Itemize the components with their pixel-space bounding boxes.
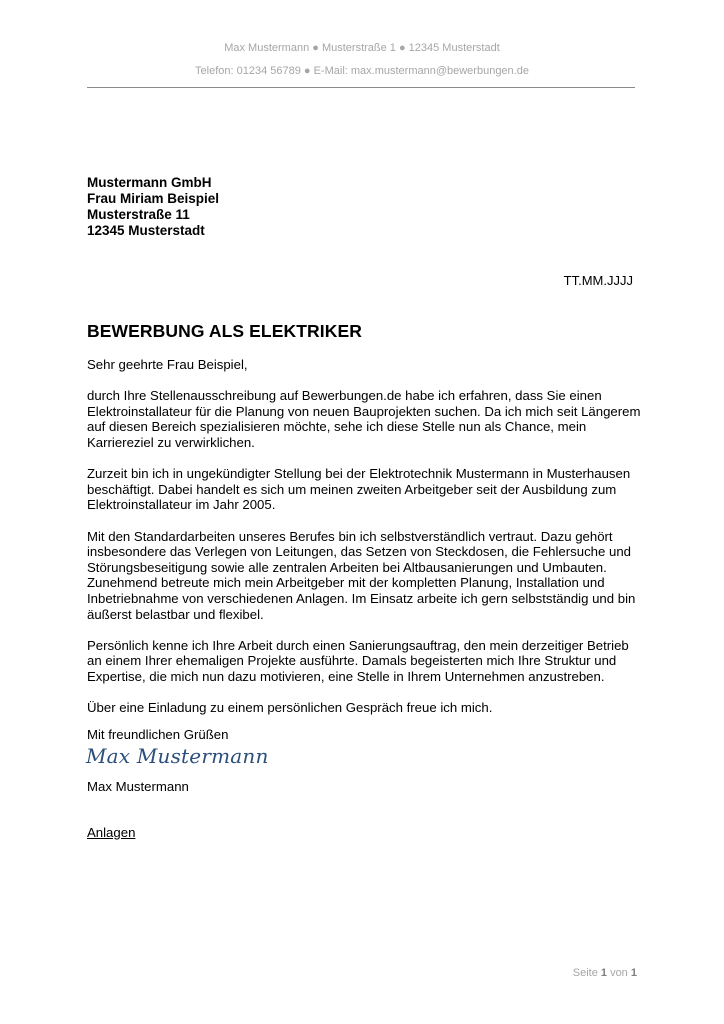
letterhead-sender-address: Max Mustermann ● Musterstraße 1 ● 12345 Musterstadt xyxy=(224,42,500,54)
letter-subject: BEWERBUNG ALS ELEKTRIKER xyxy=(87,321,362,341)
page-label: Seite xyxy=(572,967,598,979)
page-number-footer xyxy=(573,967,637,979)
recipient-city: 12345 Musterstadt xyxy=(87,223,205,238)
page-of-label: von xyxy=(610,967,628,979)
body-paragraph: Über eine Einladung zu einem persönlichen Gespräch freue ich mich. xyxy=(87,700,493,716)
letter-body xyxy=(87,357,647,731)
total-pages: 1 xyxy=(630,967,637,979)
recipient-street: Musterstraße 11 xyxy=(87,207,190,222)
letter-date: TT.MM.JJJJ xyxy=(563,273,633,288)
body-paragraph: durch Ihre Stellenausschreibung auf Bewerbungen.de habe ich erfahren, dass Sie einen Elektroinstallateur für die Planung von neuen Bauprojekten suchen. Da ich mich seit Längerem auf diesen Bereich spezialisieren möchte, sehe ich diese Stelle nun als Chance, mein Karriereziel zu verwirklichen. xyxy=(87,388,641,450)
current-page: 1 xyxy=(600,967,607,979)
body-paragraph: Mit den Standardarbeiten unseres Berufes bin ich selbstverständlich vertraut. Dazu gehört insbesondere das Verlegen von Leitungen, das Setzen von Steckdosen, die Fehlersuche und Störungsbeseitigung sowie alle zentralen Arbeiten bei Altbausanierungen und Umbauten. Zunehmend betreute mich mein Arbeitgeber mit der kompletten Planung, Installation und Inbetriebnahme von verschiedenen Anlagen. Im Einsatz arbeite ich gern selbstständig und bin äußerst belastbar und flexibel. xyxy=(87,528,636,622)
body-paragraph: Zurzeit bin ich in ungekündigter Stellung bei der Elektrotechnik Mustermann in Musterhausen beschäftigt. Dabei handelt es sich um meinen zweiten Arbeitgeber seit der Ausbildung zum Elektroinstallateur im Jahr 2005. xyxy=(87,466,631,513)
handwritten-signature: Max Mustermann xyxy=(86,744,269,768)
recipient-company: Mustermann GmbH xyxy=(87,175,212,190)
recipient-person: Frau Miriam Beispiel xyxy=(87,191,220,206)
closing-greeting: Mit freundlichen Grüßen xyxy=(87,727,229,742)
printed-name: Max Mustermann xyxy=(87,779,189,794)
body-paragraph: Persönlich kenne ich Ihre Arbeit durch einen Sanierungsauftrag, den mein derzeitiger Betrieb an einem Ihrer ehemaligen Projekte ausführte. Damals begeisterten mich Ihre Struktur und Expertise, die mich nun dazu motivieren, eine Stelle in Ihrem Unternehmen anzustreben. xyxy=(87,637,629,684)
salutation: Sehr geehrte Frau Beispiel, xyxy=(87,357,248,372)
recipient-address-block xyxy=(87,175,219,239)
letterhead-contact-info: Telefon: 01234 56789 ● E-Mail: max.mustermann@bewerbungen.de xyxy=(195,65,529,77)
letterhead-divider xyxy=(87,87,635,88)
attachments-label: Anlagen xyxy=(87,825,136,840)
